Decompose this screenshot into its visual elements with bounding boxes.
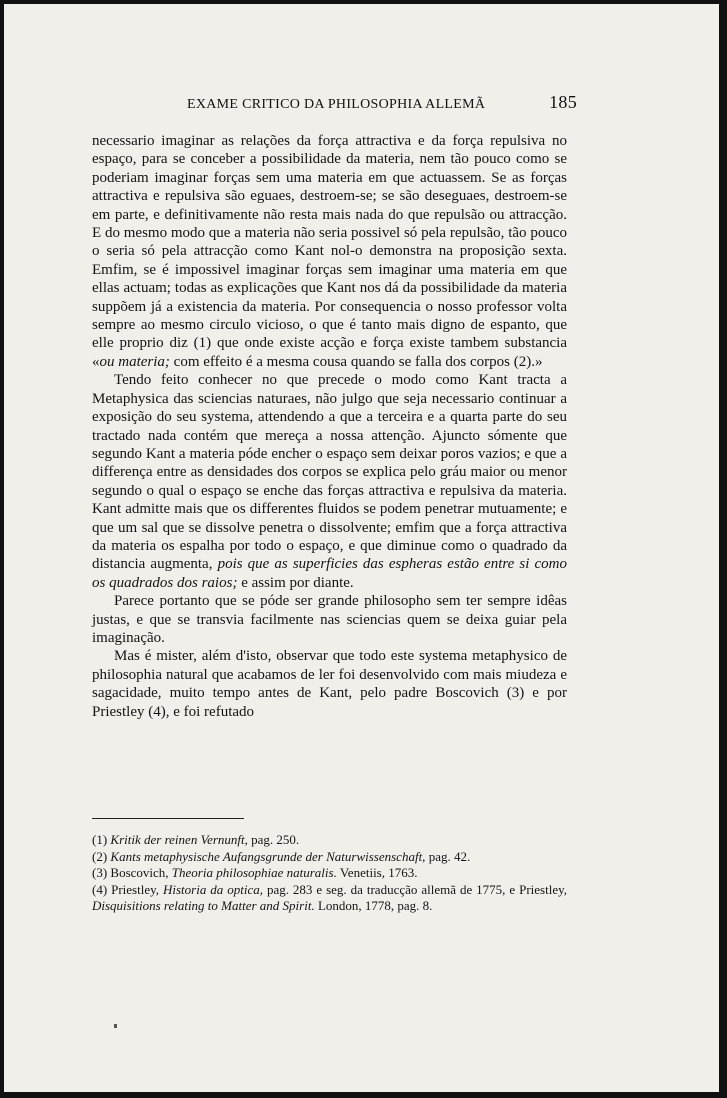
text-run: Venetiis, 1763. bbox=[336, 865, 418, 881]
ink-speck bbox=[114, 1024, 117, 1028]
italic-text: Kritik der reinen Vernunft, bbox=[110, 832, 248, 847]
text-run: pag. 42. bbox=[425, 848, 471, 864]
italic-text: ou materia; bbox=[99, 353, 170, 370]
footnote bbox=[92, 832, 567, 849]
paragraph bbox=[92, 371, 567, 592]
text-run: (2) bbox=[92, 848, 111, 864]
text-run: Tendo feito conhecer no que precede o modo como Kant tracta a Metaphysica das sciencias naturaes, não julgo que seja necessario continuar a exposição do seu systema, attendendo a que a terceira e a quarta parte do seu tractado nada contém que mereça a nossa attenção. Ajuncto sómente que segundo Kant a materia póde encher o espaço sem deixar poros vazios; e que a differença entre as densidades dos corpos se explica pelo gráu maior ou menor segundo o qual o espaço se enche das forças attractiva e repulsiva da materia. Kant admitte mais que os differentes fluidos se podem penetrar mutuamente; e que um sal que se dissolve penetra o dissolvente; emfim que a força attractiva da materia os espalha por todo o espaço, e que diminue como o quadrado da distancia augmenta, bbox=[92, 372, 567, 573]
text-run: com effeito é a mesma cousa quando se falla dos corpos (2).» bbox=[169, 353, 543, 370]
text-run: necessario imaginar as relações da força attractiva e da força repulsiva no espaço, para se conceber a possibilidade da materia, nem tão pouco como se poderiam imaginar forças sem uma materia em que actuassem. Se as forças attractiva e repulsiva são eguaes, destroem-se; se são deseguaes, destroem-se em parte, e definitivamente não resta mais nada do que repulsão ou attracção. E do mesmo modo que a materia não seria possivel só pela repulsão, tão pouco o seria só pela attracção como Kant nol-o demonstra na proposição sexta. Emfim, se é impossivel imaginar forças sem imaginar uma materia em que ellas actuam; todas as explicações que Kant nos dá da possibilidade da materia suppõem já a existencia da materia. Por consequencia o nosso professor volta sempre ao mesmo circulo vicioso, o que é tanto mais digno de espanto, que elle proprio diz (1) que onde existe acção e força existe tambem substancia « bbox=[92, 133, 567, 370]
text-run: (1) bbox=[92, 832, 111, 847]
paragraph bbox=[92, 647, 567, 721]
italic-text: pois que as superficies das espheras estão entre si como os quadrados dos raios; bbox=[92, 556, 567, 591]
footnote-rule bbox=[92, 818, 244, 819]
footnotes bbox=[92, 832, 567, 915]
footnote bbox=[92, 849, 567, 866]
text-run: London, 1778, pag. 8. bbox=[314, 898, 433, 914]
main-text bbox=[92, 132, 567, 721]
paragraph bbox=[92, 132, 567, 371]
text-run: e assim por diante. bbox=[237, 574, 354, 591]
running-header bbox=[187, 92, 577, 114]
italic-text: Kants metaphysische Aufangsgrunde der Naturwissenschaft, bbox=[110, 848, 426, 864]
page-number: 185 bbox=[549, 92, 577, 112]
book-page bbox=[4, 4, 719, 1092]
italic-text: Theoria philosophiae naturalis. bbox=[171, 865, 337, 881]
italic-text: Disquisitions relating to Matter and Spirit. bbox=[92, 898, 315, 914]
footnote bbox=[92, 882, 567, 915]
text-run: (4) Priestley, bbox=[92, 881, 163, 897]
text-run: (3) Boscovich, bbox=[92, 865, 172, 881]
paragraph bbox=[92, 592, 567, 647]
text-run: pag. 250. bbox=[247, 832, 300, 847]
running-title: EXAME CRITICO DA PHILOSOPHIA ALLEMÃ bbox=[187, 97, 486, 112]
text-run: Parece portanto que se póde ser grande philosopho sem ter sempre idêas justas, e que se transvia facilmente nas sciencias quem se deixa guiar pela imaginação. bbox=[92, 593, 567, 646]
text-run: Mas é mister, além d'isto, observar que todo este systema metaphysico de philosophia natural que acabamos de ler foi desenvolvido com mais miudeza e sagacidade, muito tempo antes de Kant, pelo padre Boscovich (3) e por Priestley (4), e foi refutado bbox=[92, 648, 567, 720]
text-run: pag. 283 e seg. da traducção allemã de 1775, e Priestley, bbox=[262, 881, 567, 897]
italic-text: Historia da optica, bbox=[162, 881, 263, 897]
footnote bbox=[92, 865, 567, 882]
